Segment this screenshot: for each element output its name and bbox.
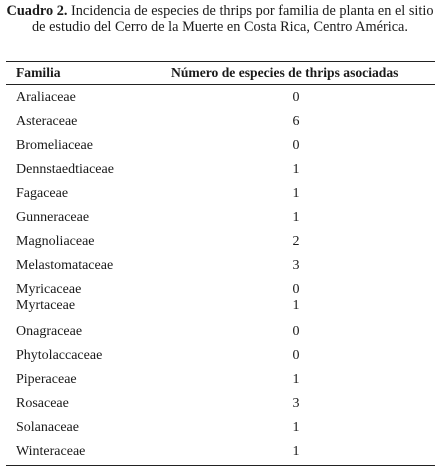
- table-bottom-rule: [6, 465, 435, 466]
- table-row: [0, 161, 441, 179]
- cell-numero: 1: [292, 444, 300, 459]
- table-row: [0, 347, 441, 365]
- table-row: [0, 443, 441, 461]
- table-row: [0, 419, 441, 437]
- caption-text: Incidencia de especies de thrips por familia de planta en el sitio de estudio del Cerro de la Muerte en Costa Rica, Centro América.: [32, 3, 434, 35]
- cell-numero: 3: [292, 396, 300, 411]
- cell-numero: 0: [292, 138, 300, 153]
- cell-numero: 1: [292, 162, 300, 177]
- cell-numero: 0: [292, 90, 300, 105]
- cell-familia: Phytolaccaceae: [16, 348, 103, 363]
- cell-numero: 1: [292, 210, 300, 225]
- cell-familia: Onagraceae: [16, 324, 83, 339]
- cell-numero: 0: [292, 324, 300, 339]
- cell-familia: Piperaceae: [16, 372, 77, 387]
- table-row: [0, 257, 441, 275]
- cell-familia: Myrtaceae: [16, 298, 76, 313]
- cell-numero: 0: [292, 282, 300, 297]
- caption-label: Cuadro 2.: [6, 3, 68, 19]
- cell-familia: Myricaceae: [16, 282, 82, 297]
- cell-familia: Dennstaedtiaceae: [16, 162, 114, 177]
- cell-familia: Gunneraceae: [16, 210, 90, 225]
- cell-numero: 3: [292, 258, 300, 273]
- table-row: [0, 395, 441, 413]
- cell-familia: Solanaceae: [16, 420, 79, 435]
- cell-familia: Winteraceae: [16, 444, 86, 459]
- table-caption: [6, 4, 434, 35]
- table-row: [0, 297, 441, 315]
- table-row: [0, 233, 441, 251]
- cell-familia: Rosaceae: [16, 396, 69, 411]
- table-row: [0, 89, 441, 107]
- cell-numero: 1: [292, 298, 300, 313]
- table-row: [0, 371, 441, 389]
- cell-numero: 2: [292, 234, 300, 249]
- table-top-rule: [6, 61, 435, 62]
- cell-familia: Magnoliaceae: [16, 234, 95, 249]
- cell-familia: Araliaceae: [16, 90, 76, 105]
- cell-familia: Bromeliaceae: [16, 138, 93, 153]
- cell-familia: Asteraceae: [16, 114, 78, 129]
- cell-numero: 0: [292, 348, 300, 363]
- table-header-rule: [6, 84, 435, 85]
- table-row: [0, 185, 441, 203]
- table-row: [0, 113, 441, 131]
- cell-familia: Fagaceae: [16, 186, 69, 201]
- cell-numero: 1: [292, 372, 300, 387]
- cell-numero: 1: [292, 186, 300, 201]
- cell-familia: Melastomataceae: [16, 258, 114, 273]
- cell-numero: 6: [292, 114, 300, 129]
- table-row: [0, 323, 441, 341]
- cell-numero: 1: [292, 420, 300, 435]
- table-row: [0, 209, 441, 227]
- column-header-numero: Número de especies de thrips asociadas: [171, 65, 399, 80]
- table-row: [0, 137, 441, 155]
- column-header-familia: Familia: [16, 65, 61, 80]
